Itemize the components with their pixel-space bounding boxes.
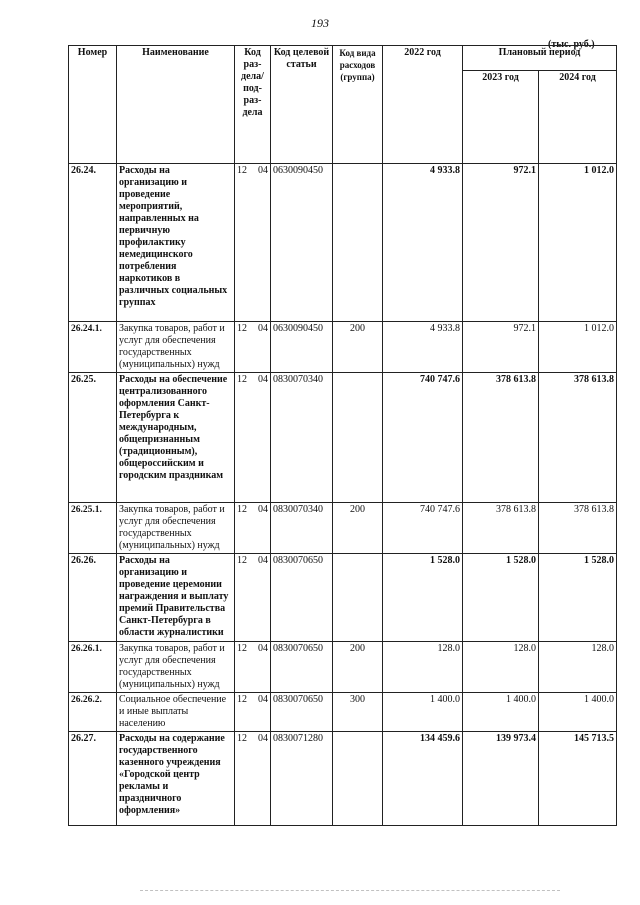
row-target-code: 0830070650 (271, 693, 333, 732)
row-amount-2023: 1 400.0 (463, 693, 539, 732)
row-expense-type (333, 732, 383, 826)
row-expense-type: 300 (333, 693, 383, 732)
table-row (69, 554, 617, 642)
row-subsection: 04 (258, 733, 268, 744)
row-expense-type (333, 164, 383, 322)
header-target: Код целевой статьи (271, 46, 333, 164)
row-expense-type: 200 (333, 503, 383, 554)
row-section-code (235, 693, 271, 732)
row-name: Закупка товаров, работ и услуг для обеспечения государственных (муниципальных) нужд (117, 322, 235, 373)
row-section-code (235, 642, 271, 693)
row-amount-2024: 145 713.5 (539, 732, 617, 826)
row-number: 26.25. (69, 373, 117, 503)
row-subsection: 04 (258, 694, 268, 705)
row-section-code (235, 373, 271, 503)
row-amount-2024: 128.0 (539, 642, 617, 693)
row-name: Закупка товаров, работ и услуг для обеспечения государственных (муниципальных) нужд (117, 503, 235, 554)
row-amount-2022: 1 528.0 (383, 554, 463, 642)
row-amount-2023: 972.1 (463, 322, 539, 373)
row-number: 26.24. (69, 164, 117, 322)
header-name: Наименование (117, 46, 235, 164)
row-number: 26.26.1. (69, 642, 117, 693)
row-section-code (235, 554, 271, 642)
row-amount-2024: 378 613.8 (539, 373, 617, 503)
row-amount-2024: 378 613.8 (539, 503, 617, 554)
row-subsection: 04 (258, 323, 268, 334)
row-amount-2022: 1 400.0 (383, 693, 463, 732)
row-amount-2023: 972.1 (463, 164, 539, 322)
row-number: 26.25.1. (69, 503, 117, 554)
row-target-code: 0830070650 (271, 554, 333, 642)
header-2023: 2023 год (463, 71, 539, 164)
row-section: 12 (237, 165, 247, 176)
row-amount-2023: 378 613.8 (463, 503, 539, 554)
row-target-code: 0830070340 (271, 373, 333, 503)
row-name: Социальное обеспечение и иные выплаты населению (117, 693, 235, 732)
row-name: Расходы на организацию и проведение церемонии награждения и выплату премий Правительства Санкт-Петербурга в области журналистики (117, 554, 235, 642)
row-name: Расходы на обеспечение централизованного оформления Санкт-Петербурга к международным, общепризнанным (традиционным), общероссийским и городским праздникам (117, 373, 235, 503)
page-number: 193 (311, 16, 329, 30)
row-section: 12 (237, 504, 247, 515)
row-number: 26.27. (69, 732, 117, 826)
row-target-code: 0830070650 (271, 642, 333, 693)
row-amount-2022: 134 459.6 (383, 732, 463, 826)
row-amount-2023: 139 973.4 (463, 732, 539, 826)
row-number: 26.26.2. (69, 693, 117, 732)
row-amount-2022: 4 933.8 (383, 164, 463, 322)
row-name: Закупка товаров, работ и услуг для обеспечения государственных (муниципальных) нужд (117, 642, 235, 693)
row-subsection: 04 (258, 504, 268, 515)
row-amount-2023: 378 613.8 (463, 373, 539, 503)
row-section-code (235, 732, 271, 826)
header-plan-period: Плановый период (463, 46, 617, 71)
row-subsection: 04 (258, 643, 268, 654)
row-section: 12 (237, 374, 247, 385)
row-amount-2024: 1 528.0 (539, 554, 617, 642)
row-name: Расходы на содержание государственного казенного учреждения «Городской центр рекламы и праздничного оформления» (117, 732, 235, 826)
row-section-code (235, 322, 271, 373)
row-section: 12 (237, 733, 247, 744)
row-expense-type: 200 (333, 322, 383, 373)
header-section: Код раз-дела/ под-раз-дела (235, 46, 271, 164)
row-amount-2022: 740 747.6 (383, 373, 463, 503)
table-row (69, 503, 617, 554)
budget-table (68, 45, 617, 826)
header-2022: 2022 год (383, 46, 463, 164)
row-target-code: 0830070340 (271, 503, 333, 554)
table-row (69, 322, 617, 373)
table-row (69, 693, 617, 732)
row-amount-2023: 128.0 (463, 642, 539, 693)
row-expense-type: 200 (333, 642, 383, 693)
row-expense-type (333, 554, 383, 642)
row-section-code (235, 503, 271, 554)
row-subsection: 04 (258, 374, 268, 385)
row-amount-2022: 4 933.8 (383, 322, 463, 373)
row-section: 12 (237, 323, 247, 334)
row-target-code: 0630090450 (271, 164, 333, 322)
units-label: (тыс. руб.) (548, 39, 595, 50)
row-amount-2024: 1 012.0 (539, 322, 617, 373)
row-number: 26.26. (69, 554, 117, 642)
footer-scan-lines (140, 890, 560, 897)
row-name: Расходы на организацию и проведение мероприятий, направленных на первичную профилактику немедицинского потребления наркотиков в различных социальных группах (117, 164, 235, 322)
row-amount-2024: 1 012.0 (539, 164, 617, 322)
row-section: 12 (237, 694, 247, 705)
row-target-code: 0830071280 (271, 732, 333, 826)
header-2024: 2024 год (539, 71, 617, 164)
header-expense-type: Код вида расходов (группа) (333, 46, 383, 164)
row-number: 26.24.1. (69, 322, 117, 373)
row-expense-type (333, 373, 383, 503)
row-amount-2023: 1 528.0 (463, 554, 539, 642)
table-row (69, 732, 617, 826)
row-section: 12 (237, 643, 247, 654)
row-amount-2022: 128.0 (383, 642, 463, 693)
row-amount-2024: 1 400.0 (539, 693, 617, 732)
header-number: Номер (69, 46, 117, 164)
table-row (69, 642, 617, 693)
row-target-code: 0630090450 (271, 322, 333, 373)
table-row (69, 373, 617, 503)
row-amount-2022: 740 747.6 (383, 503, 463, 554)
row-subsection: 04 (258, 165, 268, 176)
row-section-code (235, 164, 271, 322)
row-subsection: 04 (258, 555, 268, 566)
row-section: 12 (237, 555, 247, 566)
table-row (69, 164, 617, 322)
